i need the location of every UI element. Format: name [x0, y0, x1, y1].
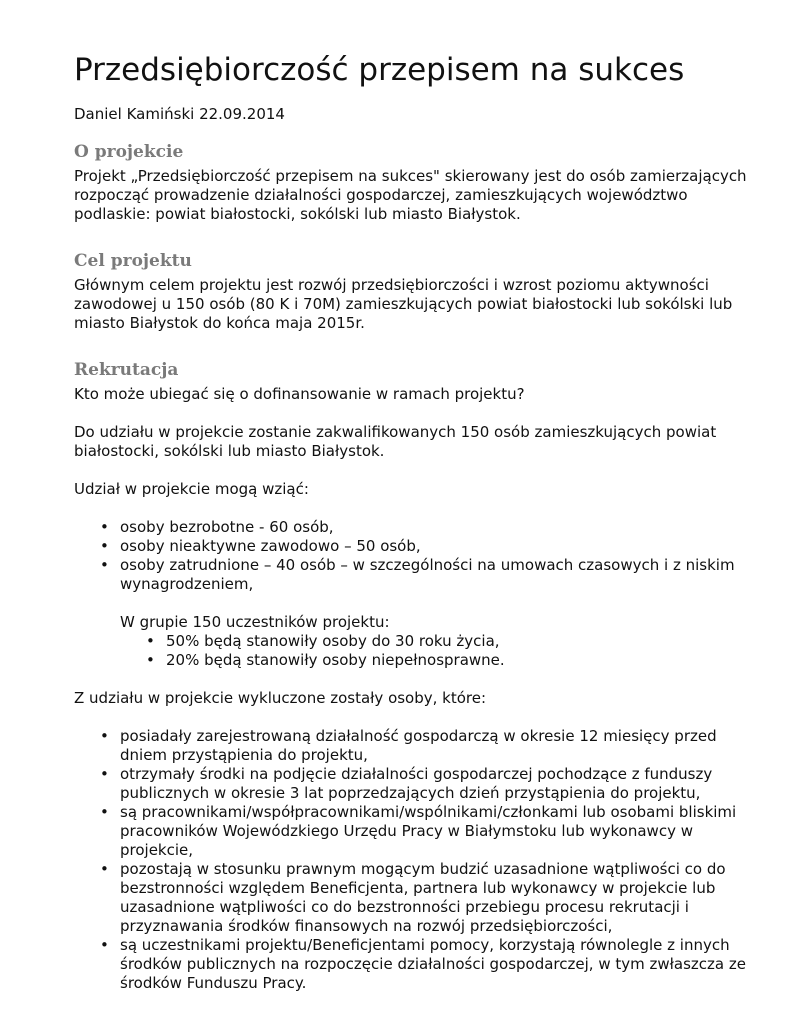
author-date: Daniel Kamiński 22.09.2014 [74, 105, 285, 123]
group-intro: W grupie 150 uczestników projektu: [120, 613, 390, 631]
list-item [74, 860, 764, 936]
list-item [74, 632, 764, 651]
section-heading-goal: Cel projektu [74, 251, 192, 271]
bullet-icon: • [100, 556, 109, 574]
list-item-text: posiadały zarejestrowaną działalność gospodarczą w okresie 12 miesięcy przed dniem przystąpienia do projektu, [120, 727, 717, 764]
list-item-text: osoby bezrobotne - 60 osób, [120, 518, 334, 536]
list-item-text: pozostają w stosunku prawnym mogącym budzić uzasadnione wątpliwości co do bezstronności względem Beneficjenta, partnera lub wykonawcy w projekcie lub uzasadnione wątpliwości co do bezstronności przebiegu procesu rekrutacji i przyznawania środków finansowych na rozwój przedsiębiorczości, [120, 860, 726, 935]
recruitment-question: Kto może ubiegać się o dofinansowanie w ramach projektu? [74, 385, 525, 403]
recruitment-qualify-text: Do udziału w projekcie zostanie zakwalifikowanych 150 osób zamieszkujących powiat białostocki, sokólski lub miasto Białystok. [74, 423, 717, 460]
bullet-icon: • [146, 651, 155, 669]
list-item [74, 518, 764, 537]
about-text: Projekt „Przedsiębiorczość przepisem na sukces" skierowany jest do osób zamierzających rozpocząć prowadzenie działalności gospodarczej, zamieszkujących województwo podlaskie: powiat białostocki, sokólski lub miasto Białystok. [74, 167, 747, 223]
bullet-icon: • [100, 537, 109, 555]
excluded-intro: Z udziału w projekcie wykluczone zostały osoby, które: [74, 689, 487, 707]
section-heading-recruitment: Rekrutacja [74, 360, 179, 380]
document-page [74, 50, 764, 993]
list-item [74, 651, 764, 670]
list-item [74, 727, 764, 765]
eligible-intro: Udział w projekcie mogą wziąć: [74, 480, 309, 498]
list-item-text: osoby zatrudnione – 40 osób – w szczególności na umowach czasowych i z niskim wynagrodzeniem, [120, 556, 735, 593]
goal-text: Głównym celem projektu jest rozwój przedsiębiorczości i wzrost poziomu aktywności zawodowej u 150 osób (80 K i 70M) zamieszkujących powiat białostocki lub sokólski lub miasto Białystok do końca maja 2015r. [74, 276, 733, 332]
list-item-text: 20% będą stanowiły osoby niepełnosprawne. [166, 651, 505, 669]
list-item [74, 537, 764, 556]
excluded-list [74, 727, 764, 993]
bullet-icon: • [100, 765, 109, 783]
bullet-icon: • [146, 632, 155, 650]
bullet-icon: • [100, 860, 109, 878]
document-title: Przedsiębiorczość przepisem na sukces [74, 52, 685, 88]
bullet-icon: • [100, 803, 109, 821]
list-item [74, 556, 764, 594]
list-item-text: otrzymały środki na podjęcie działalności gospodarczej pochodzące z funduszy publicznych w okresie 3 lat poprzedzających dzień przystąpienia do projektu, [120, 765, 713, 802]
eligible-list [74, 518, 764, 594]
list-item-text: są pracownikami/współpracownikami/wspólnikami/członkami lub osobami bliskimi pracowników Wojewódzkiego Urzędu Pracy w Białymstoku lub wykonawcy w projekcie, [120, 803, 737, 859]
group-list [74, 632, 764, 670]
section-heading-about: O projekcie [74, 142, 184, 162]
bullet-icon: • [100, 936, 109, 954]
bullet-icon: • [100, 727, 109, 745]
list-item-text: są uczestnikami projektu/Beneficjentami pomocy, korzystają równolegle z innych środków publicznych na rozpoczęcie działalności gospodarczej, w tym zwłaszcza ze środków Funduszu Pracy. [120, 936, 746, 992]
list-item [74, 765, 764, 803]
list-item [74, 936, 764, 993]
list-item-text: osoby nieaktywne zawodowo – 50 osób, [120, 537, 421, 555]
list-item-text: 50% będą stanowiły osoby do 30 roku życia, [166, 632, 500, 650]
bullet-icon: • [100, 518, 109, 536]
list-item [74, 803, 764, 860]
